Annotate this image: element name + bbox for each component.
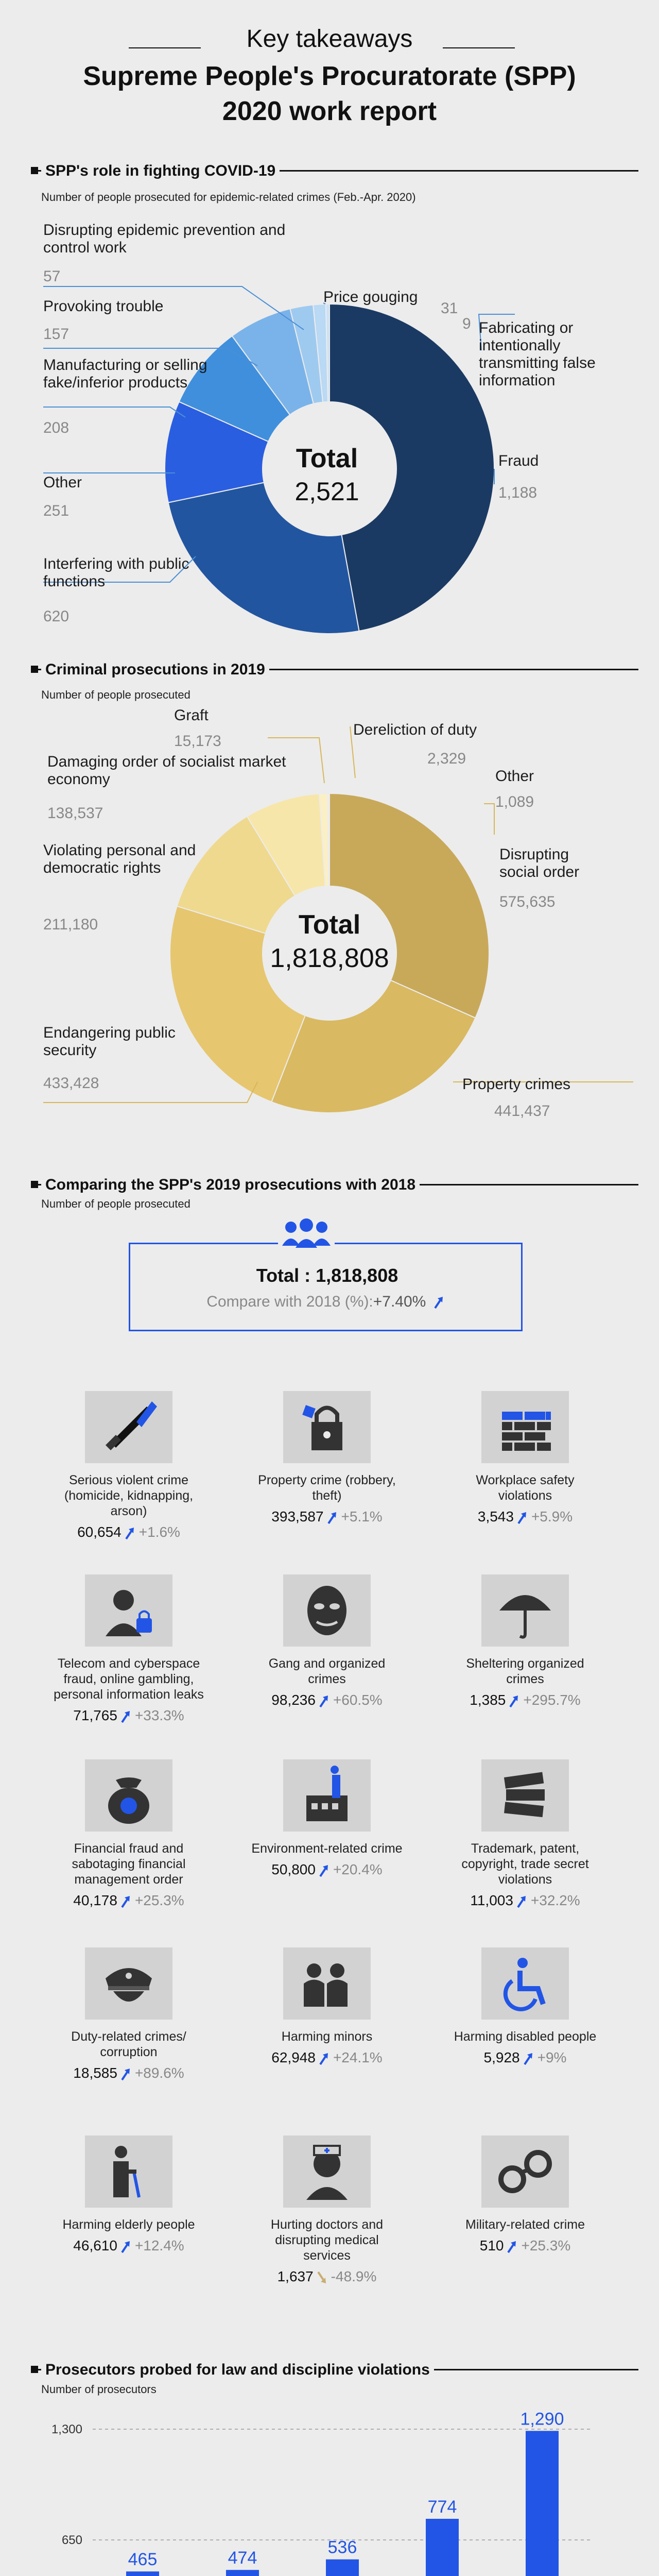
people-group-icon (278, 1216, 335, 1252)
category-card (51, 1391, 206, 1540)
category-change: +89.6% (134, 2065, 184, 2081)
category-value-line (448, 2049, 602, 2066)
category-name: Duty-related crimes/ corruption (71, 2029, 186, 2059)
probed-bar-label: 774 (427, 2497, 457, 2517)
compare-total-box (129, 1243, 523, 1331)
up-arrow-icon (120, 1895, 132, 1908)
wheelchair-icon (481, 1947, 569, 2020)
category-cards (0, 1391, 659, 2344)
criminal-label-violating: Violating personal and democratic rights (43, 842, 196, 876)
up-arrow-icon (120, 2240, 132, 2253)
category-change: +24.1% (333, 2049, 383, 2065)
probed-bar (526, 2431, 559, 2576)
category-value: 5,928 (483, 2049, 520, 2065)
probed-bar (226, 2570, 259, 2576)
criminal-total-value: 1,818,808 (270, 943, 389, 973)
category-card (250, 1574, 404, 1708)
compare-change-text: Compare with 2018 (%): (206, 1293, 373, 1310)
category-card (448, 1759, 602, 1909)
mask-icon (283, 1574, 371, 1647)
category-change: +25.3% (134, 1892, 184, 1908)
probed-bar-label: 1,290 (520, 2409, 564, 2429)
category-name: Harming elderly people (62, 2217, 195, 2232)
category-name: Hurting doctors and disrupting medical services (270, 2217, 384, 2263)
category-value: 46,610 (73, 2238, 117, 2253)
criminal-total-label: Total (298, 910, 361, 940)
category-value-line (448, 1692, 602, 1708)
hacker-icon (85, 1574, 172, 1647)
up-arrow-icon (120, 2067, 132, 2081)
category-change: +25.3% (521, 2238, 571, 2253)
category-value: 11,003 (470, 1892, 513, 1908)
probed-section-marker (31, 2366, 38, 2373)
category-value-line (250, 1861, 404, 1878)
covid-section-subtitle: Number of people prosecuted for epidemic-related crimes (Feb.-Apr. 2020) (41, 191, 416, 204)
covid-value-provoking: 157 (43, 326, 70, 343)
up-arrow-icon (517, 1511, 528, 1524)
doctor-icon (283, 2136, 371, 2208)
brick-wall-icon (481, 1391, 569, 1463)
category-value: 1,385 (470, 1692, 506, 1708)
category-name: Telecom and cyberspace fraud, online gambling, personal information leaks (54, 1656, 204, 1702)
category-value: 60,654 (77, 1524, 122, 1540)
criminal-leader-line (484, 804, 494, 835)
books-icon (481, 1759, 569, 1832)
category-change: +1.6% (138, 1524, 180, 1540)
covid-label-other: Other (43, 474, 82, 491)
category-change: +60.5% (333, 1692, 383, 1708)
category-value-line (250, 2049, 404, 2066)
covid-label-interfering: Interfering with public functions (43, 555, 189, 590)
probed-bar-label: 465 (128, 2550, 158, 2570)
criminal-label-damaging: Damaging order of socialist market economy (47, 753, 286, 788)
category-card (250, 1759, 404, 1878)
category-value-line (51, 1524, 206, 1540)
covid-value-fabricating: 9 (462, 315, 471, 332)
criminal-value-violating: 211,180 (43, 916, 98, 933)
covid-value-interfering: 620 (43, 608, 70, 625)
up-arrow-icon (125, 1527, 136, 1540)
probed-bar (426, 2519, 459, 2576)
up-arrow-icon (507, 2240, 518, 2253)
criminal-slice-7 (329, 793, 330, 886)
category-value-line (51, 2065, 206, 2081)
category-value-line (51, 1892, 206, 1909)
probed-bar-chart (0, 2401, 659, 2576)
covid-total-label: Total (296, 444, 358, 473)
probed-section-subtitle: Number of prosecutors (41, 2383, 157, 2396)
category-change: +9% (537, 2049, 567, 2065)
category-value-line (51, 1707, 206, 1724)
up-arrow-icon (120, 1710, 132, 1723)
category-value-line (448, 2238, 602, 2254)
criminal-label-disrupting: Disrupting social order (499, 846, 580, 880)
category-name: Gang and organized crimes (268, 1656, 386, 1686)
criminal-value-other: 1,089 (495, 793, 534, 810)
category-value: 1,637 (277, 2268, 314, 2284)
compare-section-subtitle: Number of people prosecuted (41, 1197, 190, 1210)
category-card (250, 2136, 404, 2285)
category-value-line (448, 1892, 602, 1909)
category-name: Harming minors (281, 2029, 373, 2044)
category-value-line (51, 2238, 206, 2254)
umbrella-icon (481, 1574, 569, 1647)
up-arrow-icon (319, 1864, 330, 1877)
category-card (250, 1391, 404, 1525)
category-name: Harming disabled people (454, 2029, 597, 2044)
probed-bar-label: 474 (228, 2548, 257, 2568)
criminal-label-graft: Graft (174, 707, 209, 724)
header-subtitle-line1: Supreme People's Procuratorate (SPP) (83, 61, 576, 91)
category-name: Environment-related crime (251, 1841, 403, 1856)
category-card (448, 1574, 602, 1708)
factory-icon (283, 1759, 371, 1832)
elderly-icon (85, 2136, 172, 2208)
probed-ytick: 650 (61, 2533, 82, 2547)
handcuffs-icon (481, 2136, 569, 2208)
category-value-line (448, 1509, 602, 1525)
compare-section-marker (31, 1181, 38, 1188)
police-cap-icon (85, 1947, 172, 2020)
covid-label-price-gouging: Price gouging (323, 289, 418, 306)
criminal-section-marker (31, 666, 38, 673)
up-arrow-icon (516, 1895, 528, 1908)
category-card (448, 2136, 602, 2254)
category-value: 18,585 (73, 2065, 117, 2081)
probed-section-title: Prosecutors probed for law and discipline violations (41, 2361, 434, 2379)
money-bag-icon (85, 1759, 172, 1832)
category-value: 510 (479, 2238, 504, 2253)
category-name: Property crime (robbery, theft) (258, 1473, 396, 1503)
up-arrow-icon (319, 1694, 330, 1708)
category-change: +32.2% (530, 1892, 580, 1908)
category-card (51, 1574, 206, 1724)
criminal-value-endangering: 433,428 (43, 1075, 99, 1092)
category-value-line (250, 2268, 404, 2285)
covid-label-fabricating: Fabricating or intentionally transmitting false information (479, 319, 596, 389)
category-name: Financial fraud and sabotaging financial management order (72, 1841, 186, 1887)
criminal-label-property: Property crimes (462, 1076, 571, 1093)
category-change: +5.1% (341, 1509, 383, 1524)
probed-ytick: 1,300 (51, 2422, 82, 2436)
probed-bar (126, 2571, 159, 2576)
category-change: +33.3% (134, 1707, 184, 1723)
knife-icon (85, 1391, 172, 1463)
criminal-value-dereliction: 2,329 (427, 750, 466, 767)
category-value: 40,178 (73, 1892, 117, 1908)
compare-change-value: +7.40% (373, 1293, 426, 1310)
category-name: Trademark, patent, copyright, trade secret violations (461, 1841, 589, 1887)
criminal-section-subtitle: Number of people prosecuted (41, 688, 190, 701)
criminal-value-property: 441,437 (494, 1103, 550, 1120)
covid-label-manufacturing: Manufacturing or selling fake/inferior products (43, 357, 207, 391)
category-value: 98,236 (271, 1692, 316, 1708)
criminal-section-title: Criminal prosecutions in 2019 (41, 661, 269, 679)
category-change: +12.4% (134, 2238, 184, 2253)
category-card (250, 1947, 404, 2066)
compare-total-value: : 1,818,808 (304, 1265, 398, 1286)
category-value-line (250, 1692, 404, 1708)
criminal-value-graft: 15,173 (174, 733, 221, 750)
category-change: +295.7% (523, 1692, 581, 1708)
category-value: 71,765 (73, 1707, 117, 1723)
category-card (448, 1391, 602, 1525)
covid-section-marker (31, 167, 38, 174)
covid-value-disrupting: 57 (43, 268, 61, 285)
criminal-value-disrupting: 575,635 (499, 893, 556, 910)
category-name: Sheltering organized crimes (466, 1656, 584, 1686)
covid-label-disrupting: Disrupting epidemic prevention and control work (43, 222, 286, 256)
up-arrow-icon (523, 2052, 534, 2065)
covid-label-provoking: Provoking trouble (43, 298, 164, 315)
header-subtitle-line2: 2020 work report (222, 96, 437, 126)
compare-total-text: Total (256, 1265, 300, 1286)
compare-section-title: Comparing the SPP's 2019 prosecutions with 2018 (41, 1176, 420, 1194)
category-value: 393,587 (271, 1509, 324, 1524)
category-change: +5.9% (531, 1509, 573, 1524)
compare-change-line (130, 1293, 524, 1311)
covid-value-manufacturing: 208 (43, 419, 70, 436)
category-card (448, 1947, 602, 2066)
up-arrow-icon (509, 1694, 520, 1708)
criminal-slice-0 (330, 793, 489, 1018)
category-card (51, 2136, 206, 2254)
category-value: 62,948 (271, 2049, 316, 2065)
category-change: +20.4% (333, 1861, 383, 1877)
covid-label-fraud: Fraud (498, 452, 539, 469)
covid-section-title: SPP's role in fighting COVID-19 (41, 162, 280, 180)
up-arrow-icon (327, 1511, 338, 1524)
covid-value-fraud: 1,188 (498, 484, 537, 501)
criminal-label-endangering: Endangering public security (43, 1024, 176, 1059)
category-value: 50,800 (271, 1861, 316, 1877)
probed-bar (326, 2560, 359, 2576)
category-card (51, 1759, 206, 1909)
probed-bar-label: 536 (327, 2537, 357, 2557)
category-name: Serious violent crime (homicide, kidnapping, arson) (64, 1473, 194, 1518)
criminal-label-dereliction: Dereliction of duty (353, 721, 477, 738)
down-arrow-icon (317, 2271, 328, 2284)
header-title: Key takeaways (246, 25, 413, 53)
children-icon (283, 1947, 371, 2020)
criminal-label-other: Other (495, 768, 534, 785)
category-card (51, 1947, 206, 2081)
lock-icon (283, 1391, 371, 1463)
compare-total-line (130, 1265, 524, 1286)
category-change: -48.9% (331, 2268, 377, 2284)
covid-value-other: 251 (43, 502, 70, 519)
criminal-value-damaging: 138,537 (47, 805, 103, 822)
up-arrow-icon (433, 1296, 445, 1309)
covid-value-price-gouging: 31 (441, 300, 458, 317)
covid-total-value: 2,521 (294, 477, 359, 506)
category-name: Military-related crime (465, 2217, 585, 2232)
category-value-line (250, 1509, 404, 1525)
category-value: 3,543 (477, 1509, 514, 1524)
category-name: Workplace safety violations (476, 1473, 575, 1503)
header (0, 0, 659, 149)
covid-leader-line (43, 407, 185, 417)
up-arrow-icon (319, 2052, 330, 2065)
